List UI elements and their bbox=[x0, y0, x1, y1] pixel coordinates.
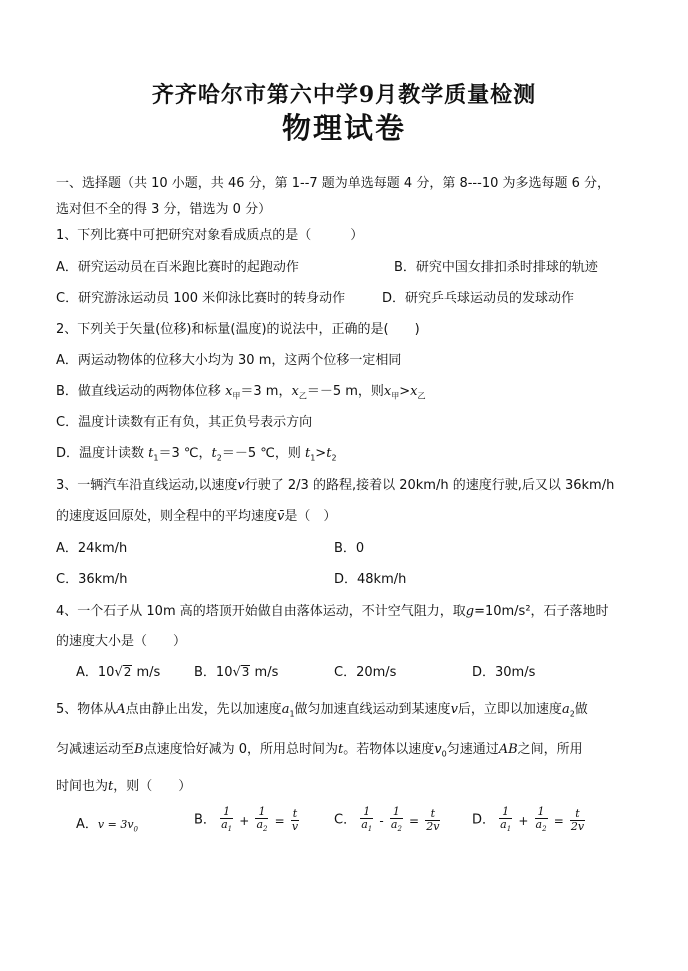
q4-option-b: B．10√3 m/s bbox=[194, 665, 279, 680]
q5-stem-line2: 匀减速运动至B点速度恰好减为 0，所用总时间为t。若物体以速度$v_0$匀速通过AB之间，所用 bbox=[56, 742, 583, 759]
q3-option-c: C．36km/h bbox=[56, 572, 128, 587]
frac-1-over-a1: $\frac{1}{a_1}$ bbox=[361, 805, 373, 834]
section-instructions-line2: 选对但不全的得 3 分，错选为 0 分） bbox=[56, 202, 272, 217]
q1-option-b: B．研究中国女排扣杀时排球的轨迹 bbox=[394, 260, 598, 275]
q3-option-a: A．24km/h bbox=[56, 541, 128, 556]
q2-option-b: B．做直线运动的两物体位移 $x_甲=3$ m，$x_乙=-5$ m，则$x_甲>x_乙$ bbox=[56, 384, 426, 401]
q5-option-b: B． $\frac{1}{a_1}$ + $\frac{1}{a_2}$ = $\frac{t}{v}$ bbox=[194, 805, 299, 834]
q2-option-a: A．两运动物体的位移大小均为 30 m，这两个位移一定相同 bbox=[56, 353, 402, 368]
q1-stem: 1、下列比赛中可把研究对象看成质点的是（ ） bbox=[56, 228, 364, 243]
q1-option-d: D．研究乒乓球运动员的发球动作 bbox=[382, 291, 575, 306]
q4-option-a: A．10√2 m/s bbox=[76, 665, 161, 680]
q4-option-d: D．30m/s bbox=[472, 665, 536, 680]
q2-stem: 2、下列关于矢量(位移)和标量(温度)的说法中，正确的是( ) bbox=[56, 322, 420, 337]
q3-option-d: D．48km/h bbox=[334, 572, 407, 587]
frac-1-over-a1: $\frac{1}{a_1}$ bbox=[500, 805, 512, 834]
section-instructions-line1: 一、选择题（共 10 小题，共 46 分，第 1--7 题为单选每题 4 分，第 8---10 为多选每题 6 分， bbox=[56, 176, 611, 191]
frac-t-over-v: $\frac{t}{v}$ bbox=[291, 807, 299, 834]
q4-stem-line2: 的速度大小是（ ） bbox=[56, 634, 187, 649]
q3-option-b: B．0 bbox=[334, 541, 365, 556]
q5-stem-line1: 5、物体从A点由静止出发，先以加速度$a_1$做匀加速直线运动到某速度v后，立即以加速度$a_2$做 bbox=[56, 702, 588, 719]
q1-option-a: A．研究运动员在百米跑比赛时的起跑动作 bbox=[56, 260, 299, 275]
frac-1-over-a2: $\frac{1}{a_2}$ bbox=[256, 805, 268, 834]
q1-option-c: C．研究游泳运动员 100 米仰泳比赛时的转身动作 bbox=[56, 291, 346, 306]
q2-option-c: C．温度计读数有正有负，其正负号表示方向 bbox=[56, 415, 313, 430]
frac-1-over-a2: $\frac{1}{a_2}$ bbox=[535, 805, 547, 834]
q4-option-c: C．20m/s bbox=[334, 665, 397, 680]
q3-stem-line1: 3、一辆汽车沿直线运动,以速度v行驶了 2/3 的路程,接着以 20km/h 的速度行驶,后又以 36km/h bbox=[56, 478, 615, 493]
q5-option-c: C． $\frac{1}{a_1}$ - $\frac{1}{a_2}$ = $\frac{t}{2v}$ bbox=[334, 805, 440, 834]
q5-option-a: A．$v = 3v_0$ bbox=[76, 817, 139, 834]
q5-stem-line3: 时间也为t，则（ ） bbox=[56, 779, 192, 794]
frac-1-over-a2: $\frac{1}{a_2}$ bbox=[390, 805, 402, 834]
q5-option-d: D． $\frac{1}{a_1}$ + $\frac{1}{a_2}$ = $\frac{t}{2v}$ bbox=[472, 805, 585, 834]
frac-t-over-2v: $\frac{t}{2v}$ bbox=[570, 807, 585, 834]
subject-title: 物理试卷 bbox=[281, 111, 406, 145]
school-title: 齐齐哈尔市第六中学9月教学质量检测 bbox=[151, 82, 537, 108]
q3-stem-line2: 的速度返回原处，则全程中的平均速度v̄是（ ） bbox=[56, 509, 337, 524]
frac-t-over-2v: $\frac{t}{2v}$ bbox=[426, 807, 440, 834]
q4-stem-line1: 4、一个石子从 10m 高的塔顶开始做自由落体运动，不计空气阻力，取g=10m/s²，石子落地时 bbox=[56, 604, 609, 619]
q2-option-d: D．温度计读数 $t_1=3$ ℃，$t_2=-5$ ℃，则 $t_1>t_2$ bbox=[56, 446, 337, 463]
frac-1-over-a1: $\frac{1}{a_1}$ bbox=[221, 805, 233, 834]
